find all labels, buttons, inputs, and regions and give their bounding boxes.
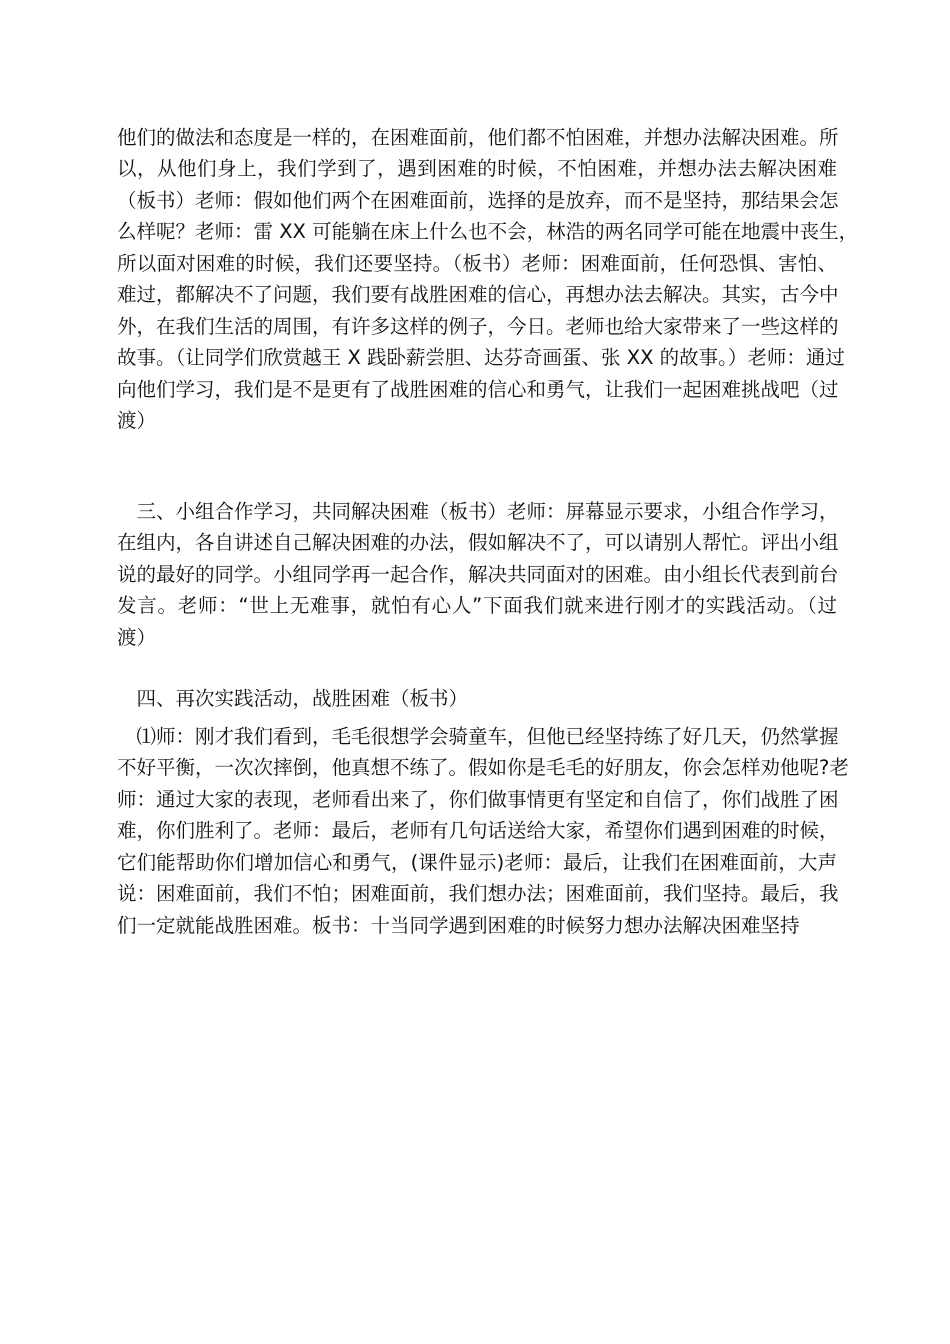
text-line: 难，你们胜利了。老师：最后，老师有几句话送给大家，希望你们遇到困难的时候，	[117, 819, 839, 843]
text-line: 们一定就能战胜困难。板书：十当同学遇到困难的时候努力想办法解决困难坚持	[117, 913, 800, 937]
paragraph-continuation	[117, 122, 859, 436]
text-line: 渡）	[117, 625, 157, 649]
text-line: 说：困难面前，我们不怕；困难面前，我们想办法；困难面前，我们坚持。最后，我	[117, 882, 839, 906]
text-line: 他们的做法和态度是一样的，在困难面前，他们都不怕困难，并想办法解决困难。所	[117, 126, 839, 149]
text-line: 在组内，各自讲述自己解决困难的办法，假如解决不了，可以请别人帮忙。评出小组	[117, 531, 839, 555]
text-line: 故事。（让同学们欣赏越王 X 践卧薪尝胆、达芬奇画蛋、张 XX 的故事。）老师：通过	[117, 346, 845, 370]
text-line: 说的最好的同学。小组同学再一起合作，解决共同面对的困难。由小组长代表到前台	[117, 562, 839, 586]
text-line: 师：通过大家的表现，老师看出来了，你们做事情更有坚定和自信了，你们战胜了困	[117, 787, 839, 811]
text-line: ⑴师：刚才我们看到，毛毛很想学会骑童车，但他已经坚持练了好几天，仍然掌握	[117, 725, 839, 748]
section-4-heading	[117, 683, 837, 714]
text-line: 渡）	[117, 408, 157, 432]
paragraph-section-4-body	[117, 721, 849, 941]
text-line: 不好平衡，一次次摔倒，他真想不练了。假如你是毛毛的好朋友，你会怎样劝他呢?老	[117, 756, 849, 780]
text-line: 四、再次实践活动，战胜困难（板书）	[117, 687, 469, 710]
text-line: 三、小组合作学习，共同解决困难（板书）老师：屏幕显示要求，小组合作学习，	[117, 500, 839, 523]
text-line: 它们能帮助你们增加信心和勇气，(课件显示)老师：最后，让我们在困难面前，大声	[117, 850, 837, 874]
text-line: 以，从他们身上，我们学到了，遇到困难的时候，不怕困难，并想办法去解决困难	[117, 157, 837, 181]
text-line: 外，在我们生活的周围，有许多这样的例子，今日。老师也给大家带来了一些这样的	[117, 314, 839, 338]
text-line: 么样呢？老师：雷 XX 可能躺在床上什么也不会，林浩的两名同学可能在地震中丧生，	[117, 220, 859, 244]
paragraph-section-3	[117, 496, 837, 653]
text-line: 向他们学习，我们是不是更有了战胜困难的信心和勇气，让我们一起困难挑战吧（过	[117, 377, 839, 401]
text-line: （板书）老师：假如他们两个在困难面前，选择的是放弃，而不是坚持，那结果会怎	[117, 188, 839, 212]
text-line: 难过，都解决不了问题，我们要有战胜困难的信心，再想办法去解决。其实，古今中	[117, 283, 839, 307]
text-line: 所以面对困难的时候，我们还要坚持。（板书）老师：困难面前，任何恐惧、害怕、	[117, 251, 837, 275]
text-line: 发言。老师：“世上无难事，就怕有心人”下面我们就来进行刚才的实践活动。（过	[117, 594, 837, 618]
